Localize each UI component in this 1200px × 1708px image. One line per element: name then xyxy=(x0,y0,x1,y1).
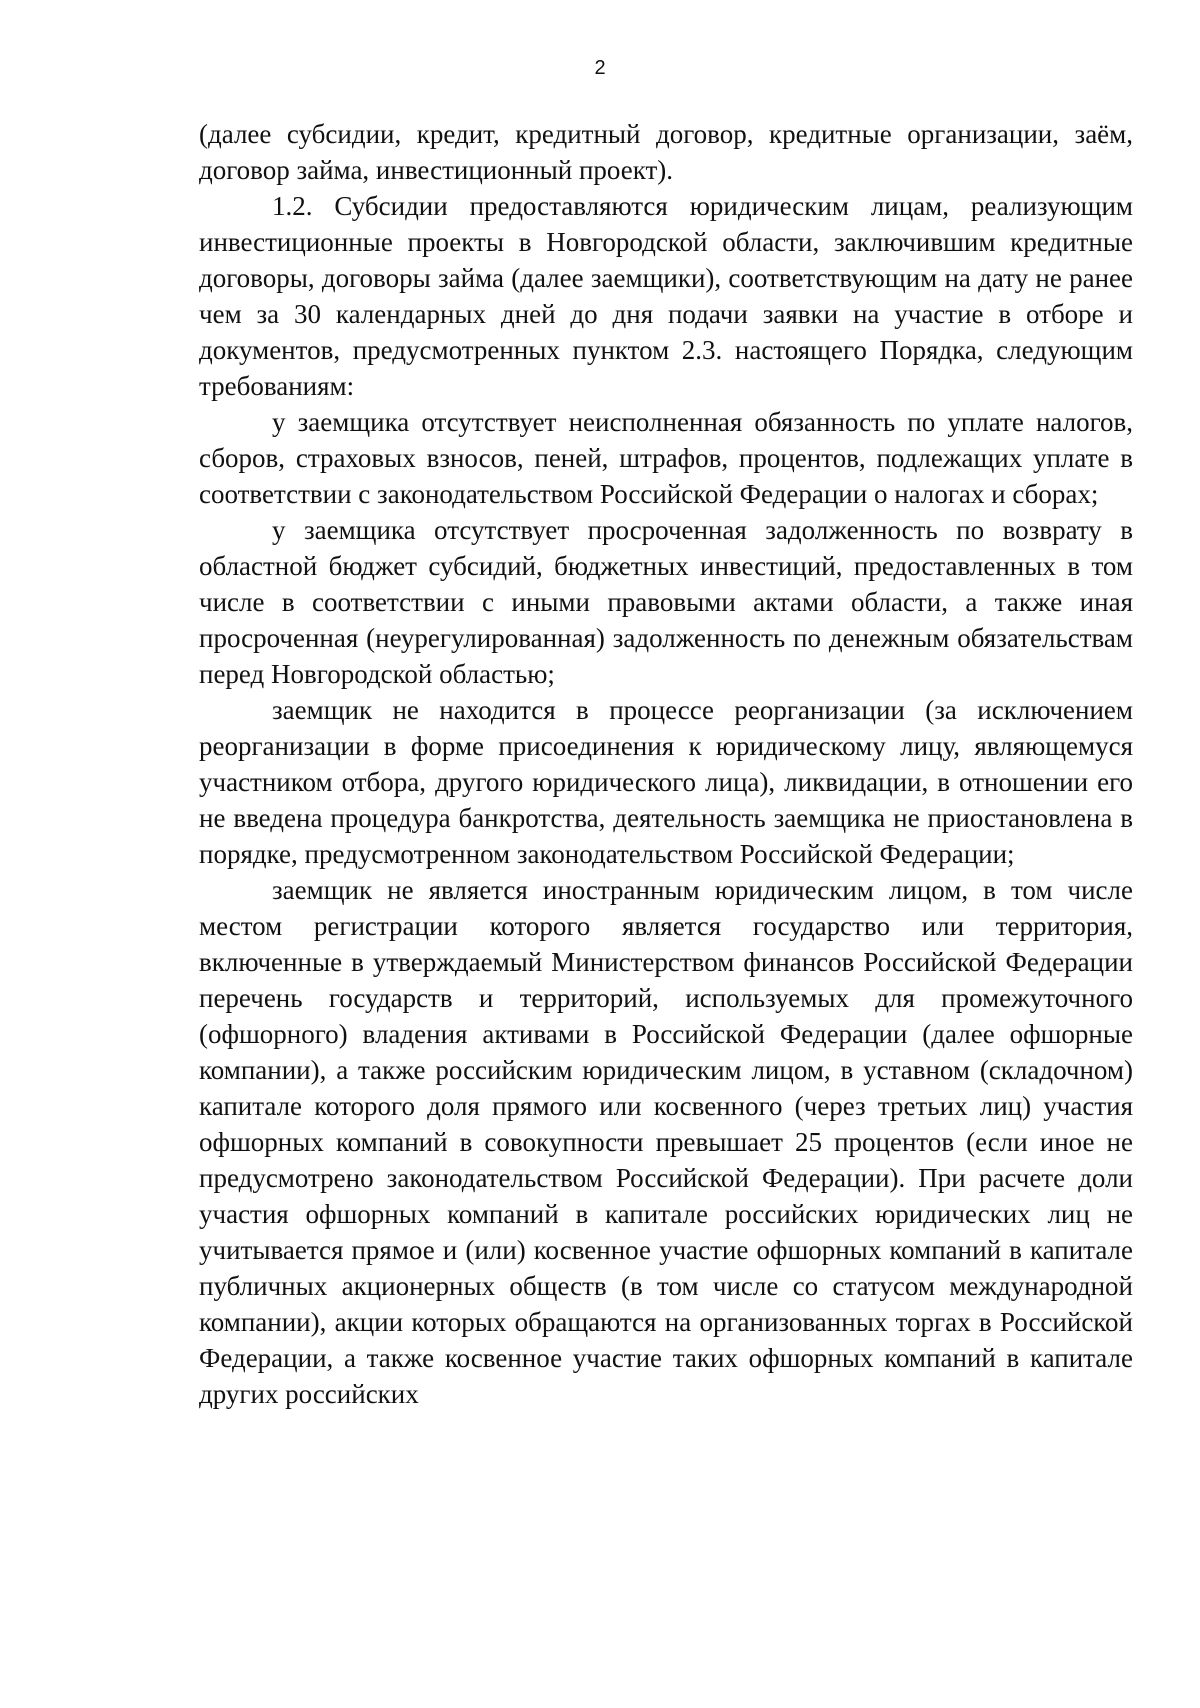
paragraph-intro-continuation: (далее субсидии, кредит, кредитный договор, кредитные организации, заём, договор займа, инвестиционный проект). xyxy=(199,119,1133,185)
paragraph-clause-1-2: 1.2. Субсидии предоставляются юридическим лицам, реализующим инвестиционные проекты в Новгородской области, заключившим кредитные договоры, договоры займа (далее заемщики), соответствующим на дату не ранее чем за 30 календарных дней до дня подачи заявки на участие в отборе и документов, предусмотренных пунктом 2.3. настоящего Порядка, следующим требованиям: xyxy=(199,191,1133,401)
paragraph-requirement-offshore: заемщик не является иностранным юридическим лицом, в том числе местом регистрации которого является государство или территория, включенные в утверждаемый Министерством финансов Российской Федерации перечень государств и территорий, используемых для промежуточного (офшорного) владения активами в Российской Федерации (далее офшорные компании), а также российским юридическим лицом, в уставном (складочном) капитале которого доля прямого или косвенного (через третьих лиц) участия офшорных компаний в совокупности превышает 25 процентов (если иное не предусмотрено законодательством Российской Федерации). При расчете доли участия офшорных компаний в капитале российских юридических лиц не учитывается прямое и (или) косвенное участие офшорных компаний в капитале публичных акционерных обществ (в том числе со статусом международной компании), акции которых обращаются на организованных торгах в Российской Федерации, а также косвенное участие таких офшорных компаний в капитале других российских xyxy=(199,875,1133,1409)
paragraph-requirement-taxes: у заемщика отсутствует неисполненная обязанность по уплате налогов, сборов, страховых взносов, пеней, штрафов, процентов, подлежащих уплате в соответствии с законодательством Российской Федерации о налогах и сборах; xyxy=(199,407,1133,509)
page-number: 2 xyxy=(594,57,606,79)
paragraph-requirement-budget-debt: у заемщика отсутствует просроченная задолженность по возврату в областной бюджет субсидий, бюджетных инвестиций, предоставленных в том числе в соответствии с иными правовыми актами области, а также иная просроченная (неурегулированная) задолженность по денежным обязательствам перед Новгородской областью; xyxy=(199,515,1133,689)
paragraph-requirement-reorganization: заемщик не находится в процессе реорганизации (за исключением реорганизации в форме присоединения к юридическому лицу, являющемуся участником отбора, другого юридического лица), ликвидации, в отношении его не введена процедура банкротства, деятельность заемщика не приостановлена в порядке, предусмотренном законодательством Российской Федерации; xyxy=(199,695,1133,869)
document-body xyxy=(199,116,1133,1412)
